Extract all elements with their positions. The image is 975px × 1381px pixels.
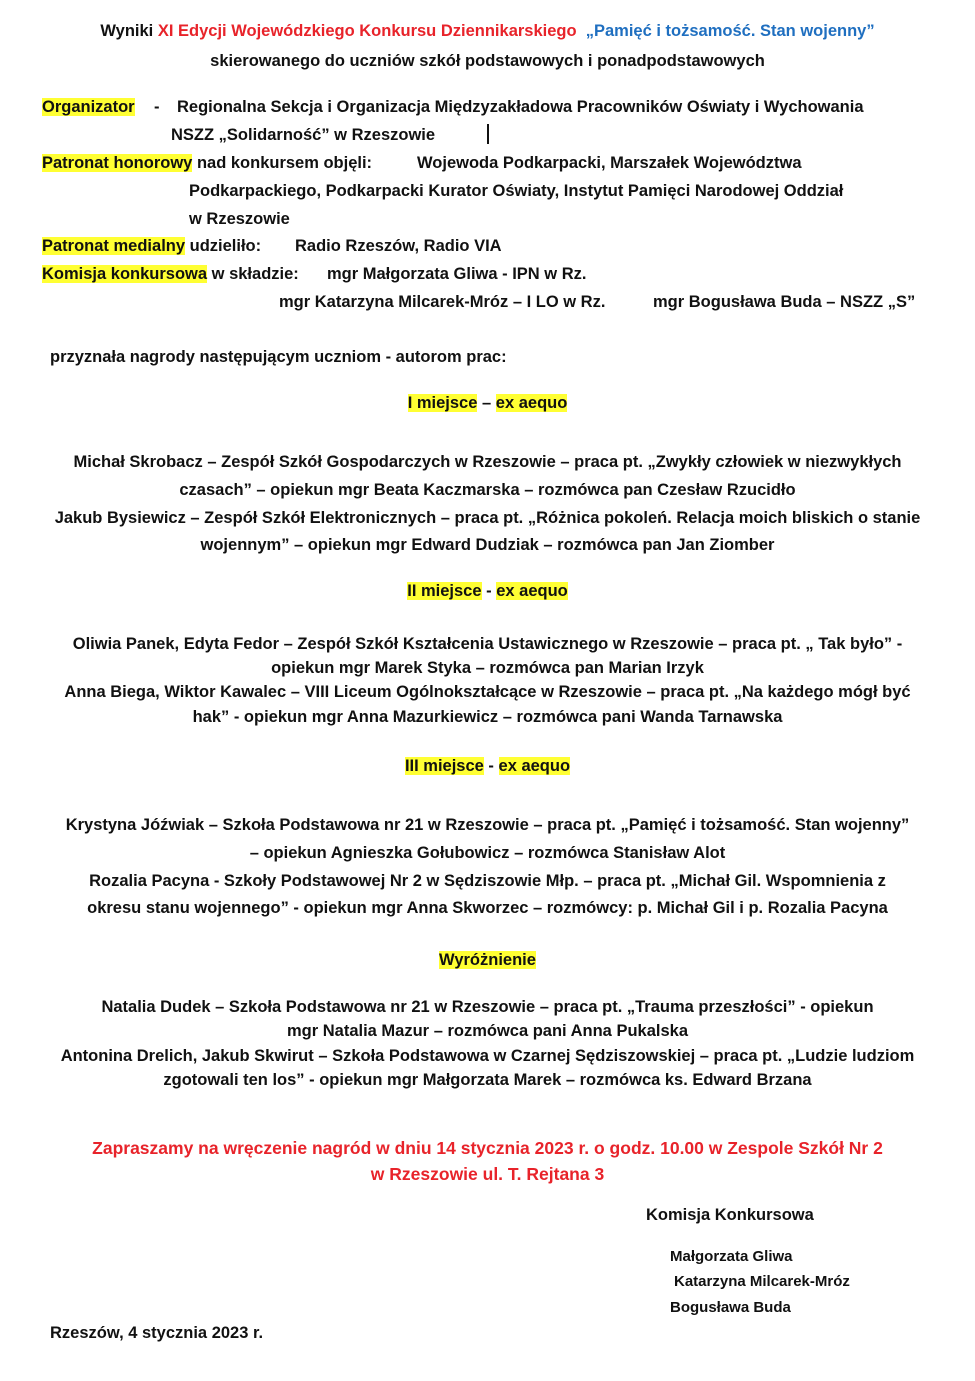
media-label: Patronat medialny: [42, 237, 186, 255]
media-intro: udzieliło:: [189, 237, 262, 255]
distinction-label: Wyróżnienie: [439, 951, 536, 969]
second-place-label: II miejsce: [407, 582, 482, 600]
organizer-line2: NSZZ „Solidarność” w Rzeszowie: [171, 126, 436, 144]
jury-row: [42, 265, 299, 284]
second-entry-2-line2: hak” - opiekun mgr Anna Mazurkiewicz – rozmówca pani Wanda Tarnawska: [192, 708, 783, 726]
invitation-line2: w Rzeszowie ul. T. Rejtana 3: [370, 1164, 605, 1184]
organizer-line1: Regionalna Sekcja i Organizacja Międzyzakładowa Pracowników Oświaty i Wychowania: [177, 98, 864, 116]
first-entry-2-line1: Jakub Bysiewicz – Zespół Szkół Elektronicznych – praca pt. „Różnica pokoleń. Relacja moich bliskich o stanie: [54, 509, 921, 527]
title-contest-name: XI Edycji Wojewódzkiego Konkursu Dziennikarskiego: [157, 22, 577, 40]
third-place-label: III miejsce: [404, 757, 484, 775]
first-entry-2-line2: wojennym” – opiekun mgr Edward Dudziak – rozmówca pan Jan Ziomber: [200, 536, 775, 554]
second-place-sep: -: [486, 582, 492, 600]
place-and-date: Rzeszów, 4 stycznia 2023 r.: [50, 1324, 264, 1342]
title-prefix: Wyniki: [100, 22, 158, 40]
second-place-tag: ex aequo: [496, 582, 568, 600]
honorary-row: [42, 154, 372, 173]
distinction-heading: [0, 951, 975, 970]
jury-member-1: mgr Małgorzata Gliwa - IPN w Rz.: [327, 265, 587, 283]
third-entry-2-line1: Rozalia Pacyna - Szkoły Podstawowej Nr 2 w Sędziszowie Młp. – praca pt. „Michał Gil. Wspomnienia z: [89, 872, 886, 890]
text-cursor: [487, 124, 489, 145]
first-place-sep: –: [482, 394, 492, 412]
first-place-label: I miejsce: [407, 394, 478, 412]
third-place-heading: [0, 757, 975, 776]
third-entry-1-line2: – opiekun Agnieszka Gołubowicz – rozmówca Stanisław Alot: [249, 844, 726, 862]
jury-member-3: mgr Bogusława Buda – NSZZ „S”: [653, 293, 916, 311]
honorary-line1: Wojewoda Podkarpacki, Marszałek Województwa: [417, 154, 802, 172]
second-entry-2-line1: Anna Biega, Wiktor Kawalec – VIII Liceum Ogólnokształcące w Rzeszowie – praca pt. „Na każdego mógł być: [64, 683, 911, 701]
honorary-intro: nad konkursem objęli:: [196, 154, 373, 172]
jury-intro: w składzie:: [211, 265, 299, 283]
signature-name-1: Małgorzata Gliwa: [670, 1248, 793, 1265]
honorary-line2: Podkarpackiego, Podkarpacki Kurator Oświaty, Instytut Pamięci Narodowej Oddział: [189, 182, 844, 200]
organizer-dash: -: [154, 98, 160, 116]
honorary-line3: w Rzeszowie: [189, 210, 290, 228]
third-entry-2-line2: okresu stanu wojennego” - opiekun mgr Anna Skworzec – rozmówcy: p. Michał Gil i p. Rozalia Pacyna: [87, 899, 888, 917]
media-row: [42, 237, 261, 256]
signature-name-2: Katarzyna Milcarek-Mróz: [674, 1273, 850, 1290]
distinction-entry-2-line1: Antonina Drelich, Jakub Skwirut – Szkoła Podstawowa w Czarnej Sędziszowskiej – praca pt. „Ludzie ludziom: [60, 1047, 915, 1065]
awarded-intro: przyznała nagrody następującym uczniom - autorom prac:: [50, 348, 507, 366]
first-entry-1-line1: Michał Skrobacz – Zespół Szkół Gospodarczych w Rzeszowie – praca pt. „Zwykły człowiek w niezwykłych: [73, 453, 902, 471]
third-place-tag: ex aequo: [498, 757, 571, 775]
document-title: [0, 22, 975, 41]
first-place-heading: [0, 394, 975, 413]
invitation-line1: Zapraszamy na wręczenie nagród w dniu 14 stycznia 2023 r. o godz. 10.00 w Zespole Szkół Nr 2: [92, 1138, 883, 1158]
third-place-sep: -: [488, 757, 494, 775]
jury-label: Komisja konkursowa: [42, 265, 208, 283]
distinction-entry-1-line1: Natalia Dudek – Szkoła Podstawowa nr 21 w Rzeszowie – praca pt. „Trauma przeszłości” - opiekun: [101, 998, 874, 1016]
third-entry-1-line1: Krystyna Jóźwiak – Szkoła Podstawowa nr 21 w Rzeszowie – praca pt. „Pamięć i tożsamość. Stan wojenny”: [65, 816, 910, 834]
title-theme: „Pamięć i tożsamość. Stan wojenny”: [585, 22, 875, 40]
second-entry-1-line1: Oliwia Panek, Edyta Fedor – Zespół Szkół Kształcenia Ustawicznego w Rzeszowie – praca pt. „ Tak było” -: [72, 635, 903, 653]
distinction-entry-1-line2: mgr Natalia Mazur – rozmówca pani Anna Pukalska: [286, 1022, 688, 1040]
signature-name-3: Bogusława Buda: [670, 1299, 791, 1316]
signature-title: Komisja Konkursowa: [646, 1206, 814, 1224]
distinction-entry-2-line2: zgotowali ten los” - opiekun mgr Małgorzata Marek – rozmówca ks. Edward Brzana: [163, 1071, 812, 1089]
organizer-row: [42, 98, 135, 117]
first-entry-1-line2: czasach” – opiekun mgr Beata Kaczmarska – rozmówca pan Czesław Rzucidło: [179, 481, 796, 499]
second-place-heading: [0, 582, 975, 601]
second-entry-1-line2: opiekun mgr Marek Styka – rozmówca pan Marian Irzyk: [271, 659, 704, 677]
first-place-tag: ex aequo: [495, 394, 568, 412]
honorary-label: Patronat honorowy: [42, 154, 193, 172]
media-value: Radio Rzeszów, Radio VIA: [295, 237, 502, 255]
organizer-label: Organizator: [42, 98, 135, 116]
jury-member-2: mgr Katarzyna Milcarek-Mróz – I LO w Rz.: [279, 293, 606, 311]
document-subtitle: skierowanego do uczniów szkół podstawowych i ponadpodstawowych: [210, 52, 765, 70]
